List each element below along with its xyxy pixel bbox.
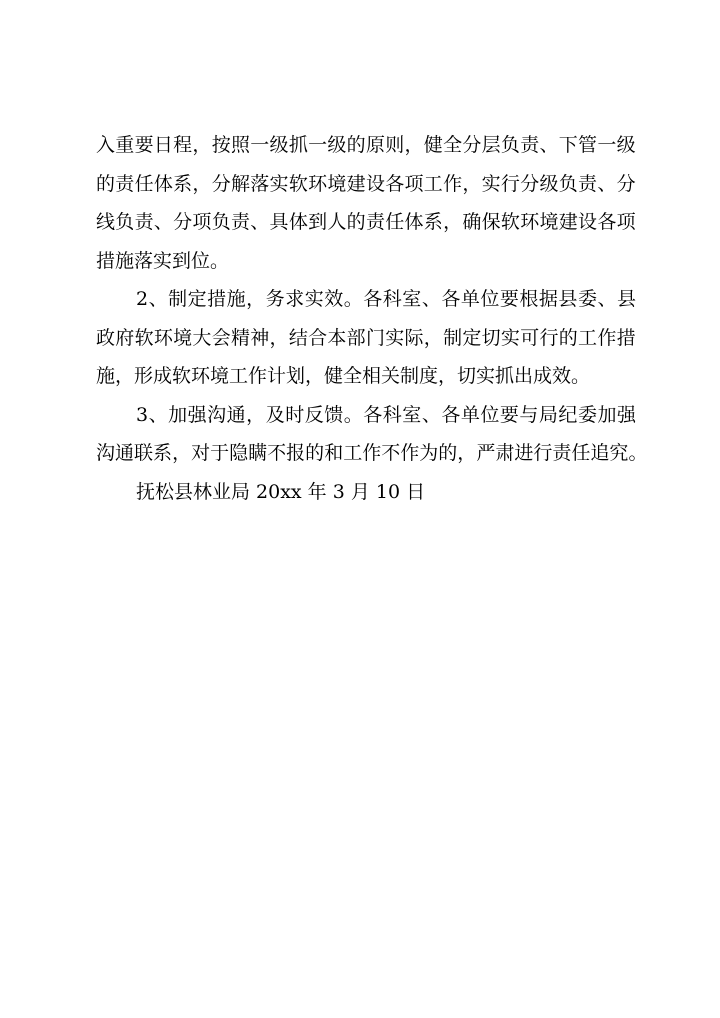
text-line: 的 责 任 体 系 ， 分 解 落 实 软 环 境 建 设 各 项 工 作 ， 实 行 分 级 负 责 、 分 (96, 172, 636, 195)
text-line: 3 、 加 强 沟 通 ， 及 时 反 馈 。 各 科 室 、 各 单 位 要 与 局 纪 委 加 强 (136, 403, 636, 426)
text-line: 政 府 软 环 境 大 会 精 神 ， 结 合 本 部 门 实 际 ， 制 定 切 实 可 行 的 工 作 措 (96, 326, 636, 349)
paragraph-2 (96, 280, 636, 396)
text-line: 沟 通 联 系 ， 对 于 隐 瞒 不 报 的 和 工 作 不 作 为 的 ， 严 肃 进 行 责 任 追 究 。 (96, 442, 648, 464)
signature-line: 抚松县林业局 20xx 年 3 月 10 日 (136, 480, 426, 503)
paragraph-1 (96, 126, 636, 280)
text-line: 入 重 要 日 程 ， 按 照 一 级 抓 一 级 的 原 则 ， 健 全 分 层 负 责 、 下 管 一 级 (96, 134, 636, 156)
text-line: 2 、 制 定 措 施 ， 务 求 实 效 。 各 科 室 、 各 单 位 要 根 据 县 委 、 县 (136, 288, 636, 310)
text-line: 措施落实到位。 (96, 249, 230, 272)
document-body (96, 126, 648, 511)
text-line: 线 负 责 、 分 项 负 责 、 具 体 到 人 的 责 任 体 系 ， 确 保 软 环 境 建 设 各 项 (96, 211, 636, 233)
paragraph-3 (96, 396, 648, 473)
text-line: 施，形成软环境工作计划，健全相关制度，切实抓出成效。 (96, 365, 591, 387)
